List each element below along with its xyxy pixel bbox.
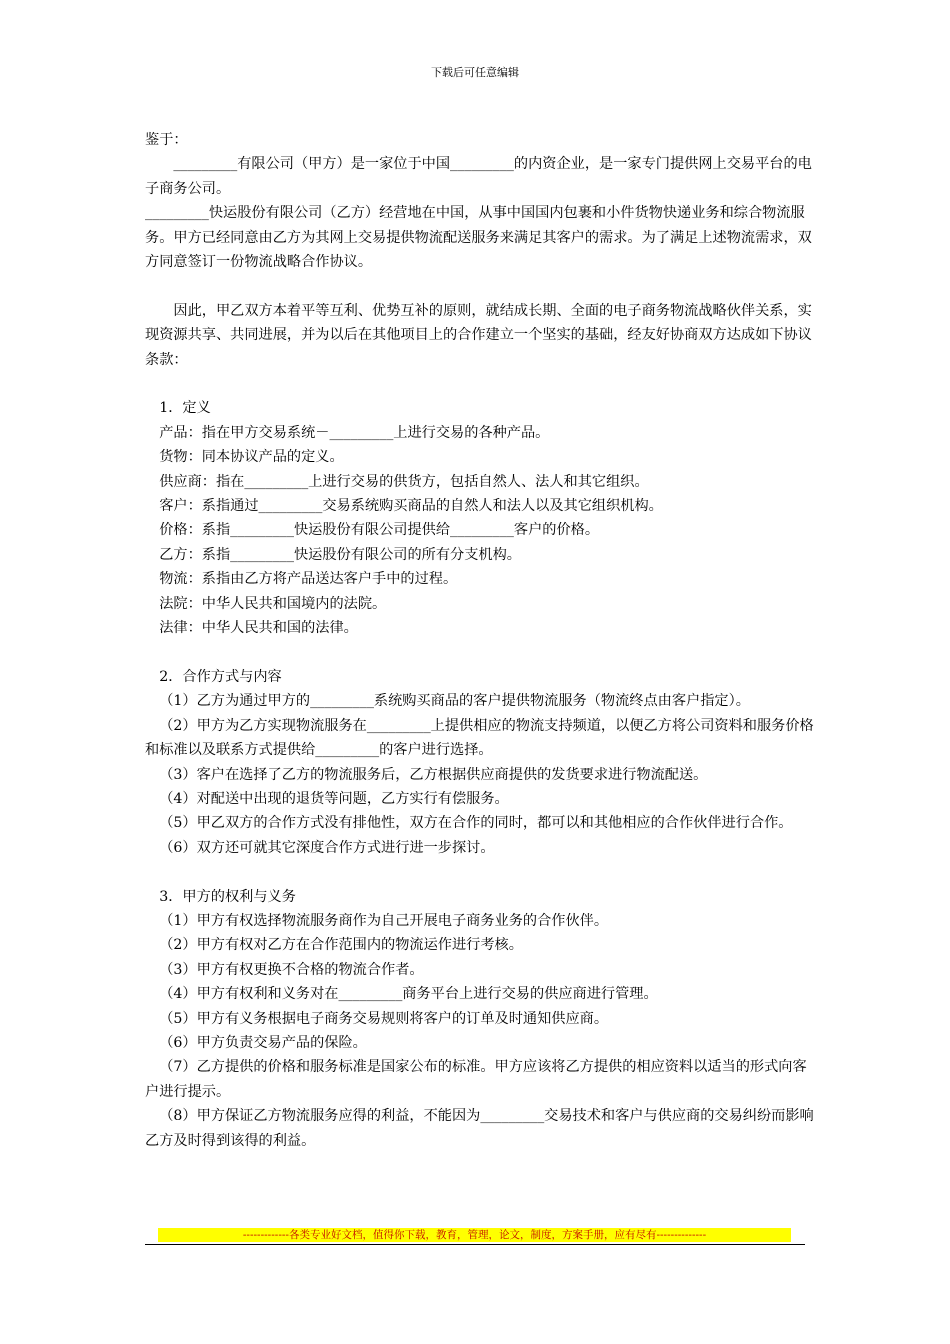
clause-item: （4）甲方有权利和义务对在_________商务平台上进行交易的供应商进行管理。 <box>159 986 658 1003</box>
clause-item: （3）甲方有权更换不合格的物流合作者。 <box>159 961 424 978</box>
clause-item: （1）乙方为通过甲方的_________系统购买商品的客户提供物流服务（物流终点由客户指定）。 <box>159 693 750 710</box>
definition-item: 货物：同本协议产品的定义。 <box>159 449 344 466</box>
definition-item: 法院：中华人民共和国境内的法院。 <box>159 595 387 612</box>
intro-heading: 鉴于： <box>145 132 188 148</box>
clause-item: （4）对配送中出现的退货等问题，乙方实行有偿服务。 <box>159 790 509 807</box>
definition-item: 法律：中华人民共和国的法律。 <box>159 620 358 637</box>
definition-item: 价格：系指_________快运股份有限公司提供给_________客户的价格。 <box>159 522 600 539</box>
section-1-title: 1．定义 <box>159 400 211 417</box>
clause-item: （6）双方还可就其它深度合作方式进行进一步探讨。 <box>159 839 495 856</box>
footer-banner: -------------各类专业好文档，值得你下载，教育，管理，论文，制度，方案手册，应有尽有-------------- <box>158 1228 791 1242</box>
intro-paragraph-3: 因此，甲乙双方本着平等互利、优势互补的原则，就结成长期、全面的电子商务物流战略伙伴关系，实现资源共享、共同进展，并为以后在其他项目上的合作建立一个坚实的基础，经友好协商双方达成如下协议条款： <box>145 302 812 368</box>
clause-item: （5）甲乙双方的合作方式没有排他性，双方在合作的同时，都可以和其他相应的合作伙伴进行合作。 <box>159 815 793 832</box>
spacer <box>145 372 815 396</box>
clause-item: （7）乙方提供的价格和服务标准是国家公布的标准。甲方应该将乙方提供的相应资料以适当的形式向客户进行提示。 <box>145 1059 807 1100</box>
definition-item: 乙方：系指_________快运股份有限公司的所有分支机构。 <box>159 546 521 563</box>
definition-item: 客户：系指通过_________交易系统购买商品的自然人和法人以及其它组织机构。 <box>159 498 663 515</box>
clause-item: （2）甲方有权对乙方在合作范围内的物流运作进行考核。 <box>159 937 523 954</box>
clause-item: （5）甲方有义务根据电子商务交易规则将客户的订单及时通知供应商。 <box>159 1010 609 1027</box>
spacer <box>145 641 815 665</box>
document-body <box>145 128 815 1153</box>
clause-item: （2）甲方为乙方实现物流服务在_________上提供相应的物流支持频道，以便乙方将公司资料和服务价格和标准以及联系方式提供给_________的客户进行选择。 <box>145 717 814 759</box>
intro-paragraph-1: _________有限公司（甲方）是一家位于中国_________的内资企业，是一家专门提供网上交易平台的电子商务公司。 <box>145 156 812 197</box>
definition-item: 供应商：指在_________上进行交易的供货方，包括自然人、法人和其它组织。 <box>159 473 649 490</box>
clause-item: （1）甲方有权选择物流服务商作为自己开展电子商务业务的合作伙伴。 <box>159 912 609 929</box>
spacer <box>145 274 815 298</box>
page-header: 下载后可任意编辑 <box>431 66 519 79</box>
intro-paragraph-2: _________快运股份有限公司（乙方）经营地在中国，从事中国国内包裹和小件货物快递业务和综合物流服务。甲方已经同意由乙方为其网上交易提供物流配送服务来满足其客户的需求。为了满足上述物流需求，双方同意签订一份物流战略合作协议。 <box>145 205 812 271</box>
clause-item: （8）甲方保证乙方物流服务应得的利益，不能因为_________交易技术和客户与供应商的交易纠纷而影响乙方及时得到该得的利益。 <box>145 1108 814 1149</box>
clause-item: （6）甲方负责交易产品的保险。 <box>159 1034 367 1051</box>
footer-divider <box>145 1244 805 1245</box>
spacer <box>145 860 815 884</box>
section-3-title: 3．甲方的权利与义务 <box>159 888 296 905</box>
section-2-title: 2．合作方式与内容 <box>159 668 282 685</box>
definition-item: 产品：指在甲方交易系统－_________上进行交易的各种产品。 <box>159 424 550 441</box>
clause-item: （3）客户在选择了乙方的物流服务后，乙方根据供应商提供的发货要求进行物流配送。 <box>159 766 708 783</box>
definition-item: 物流：系指由乙方将产品送达客户手中的过程。 <box>159 571 458 588</box>
